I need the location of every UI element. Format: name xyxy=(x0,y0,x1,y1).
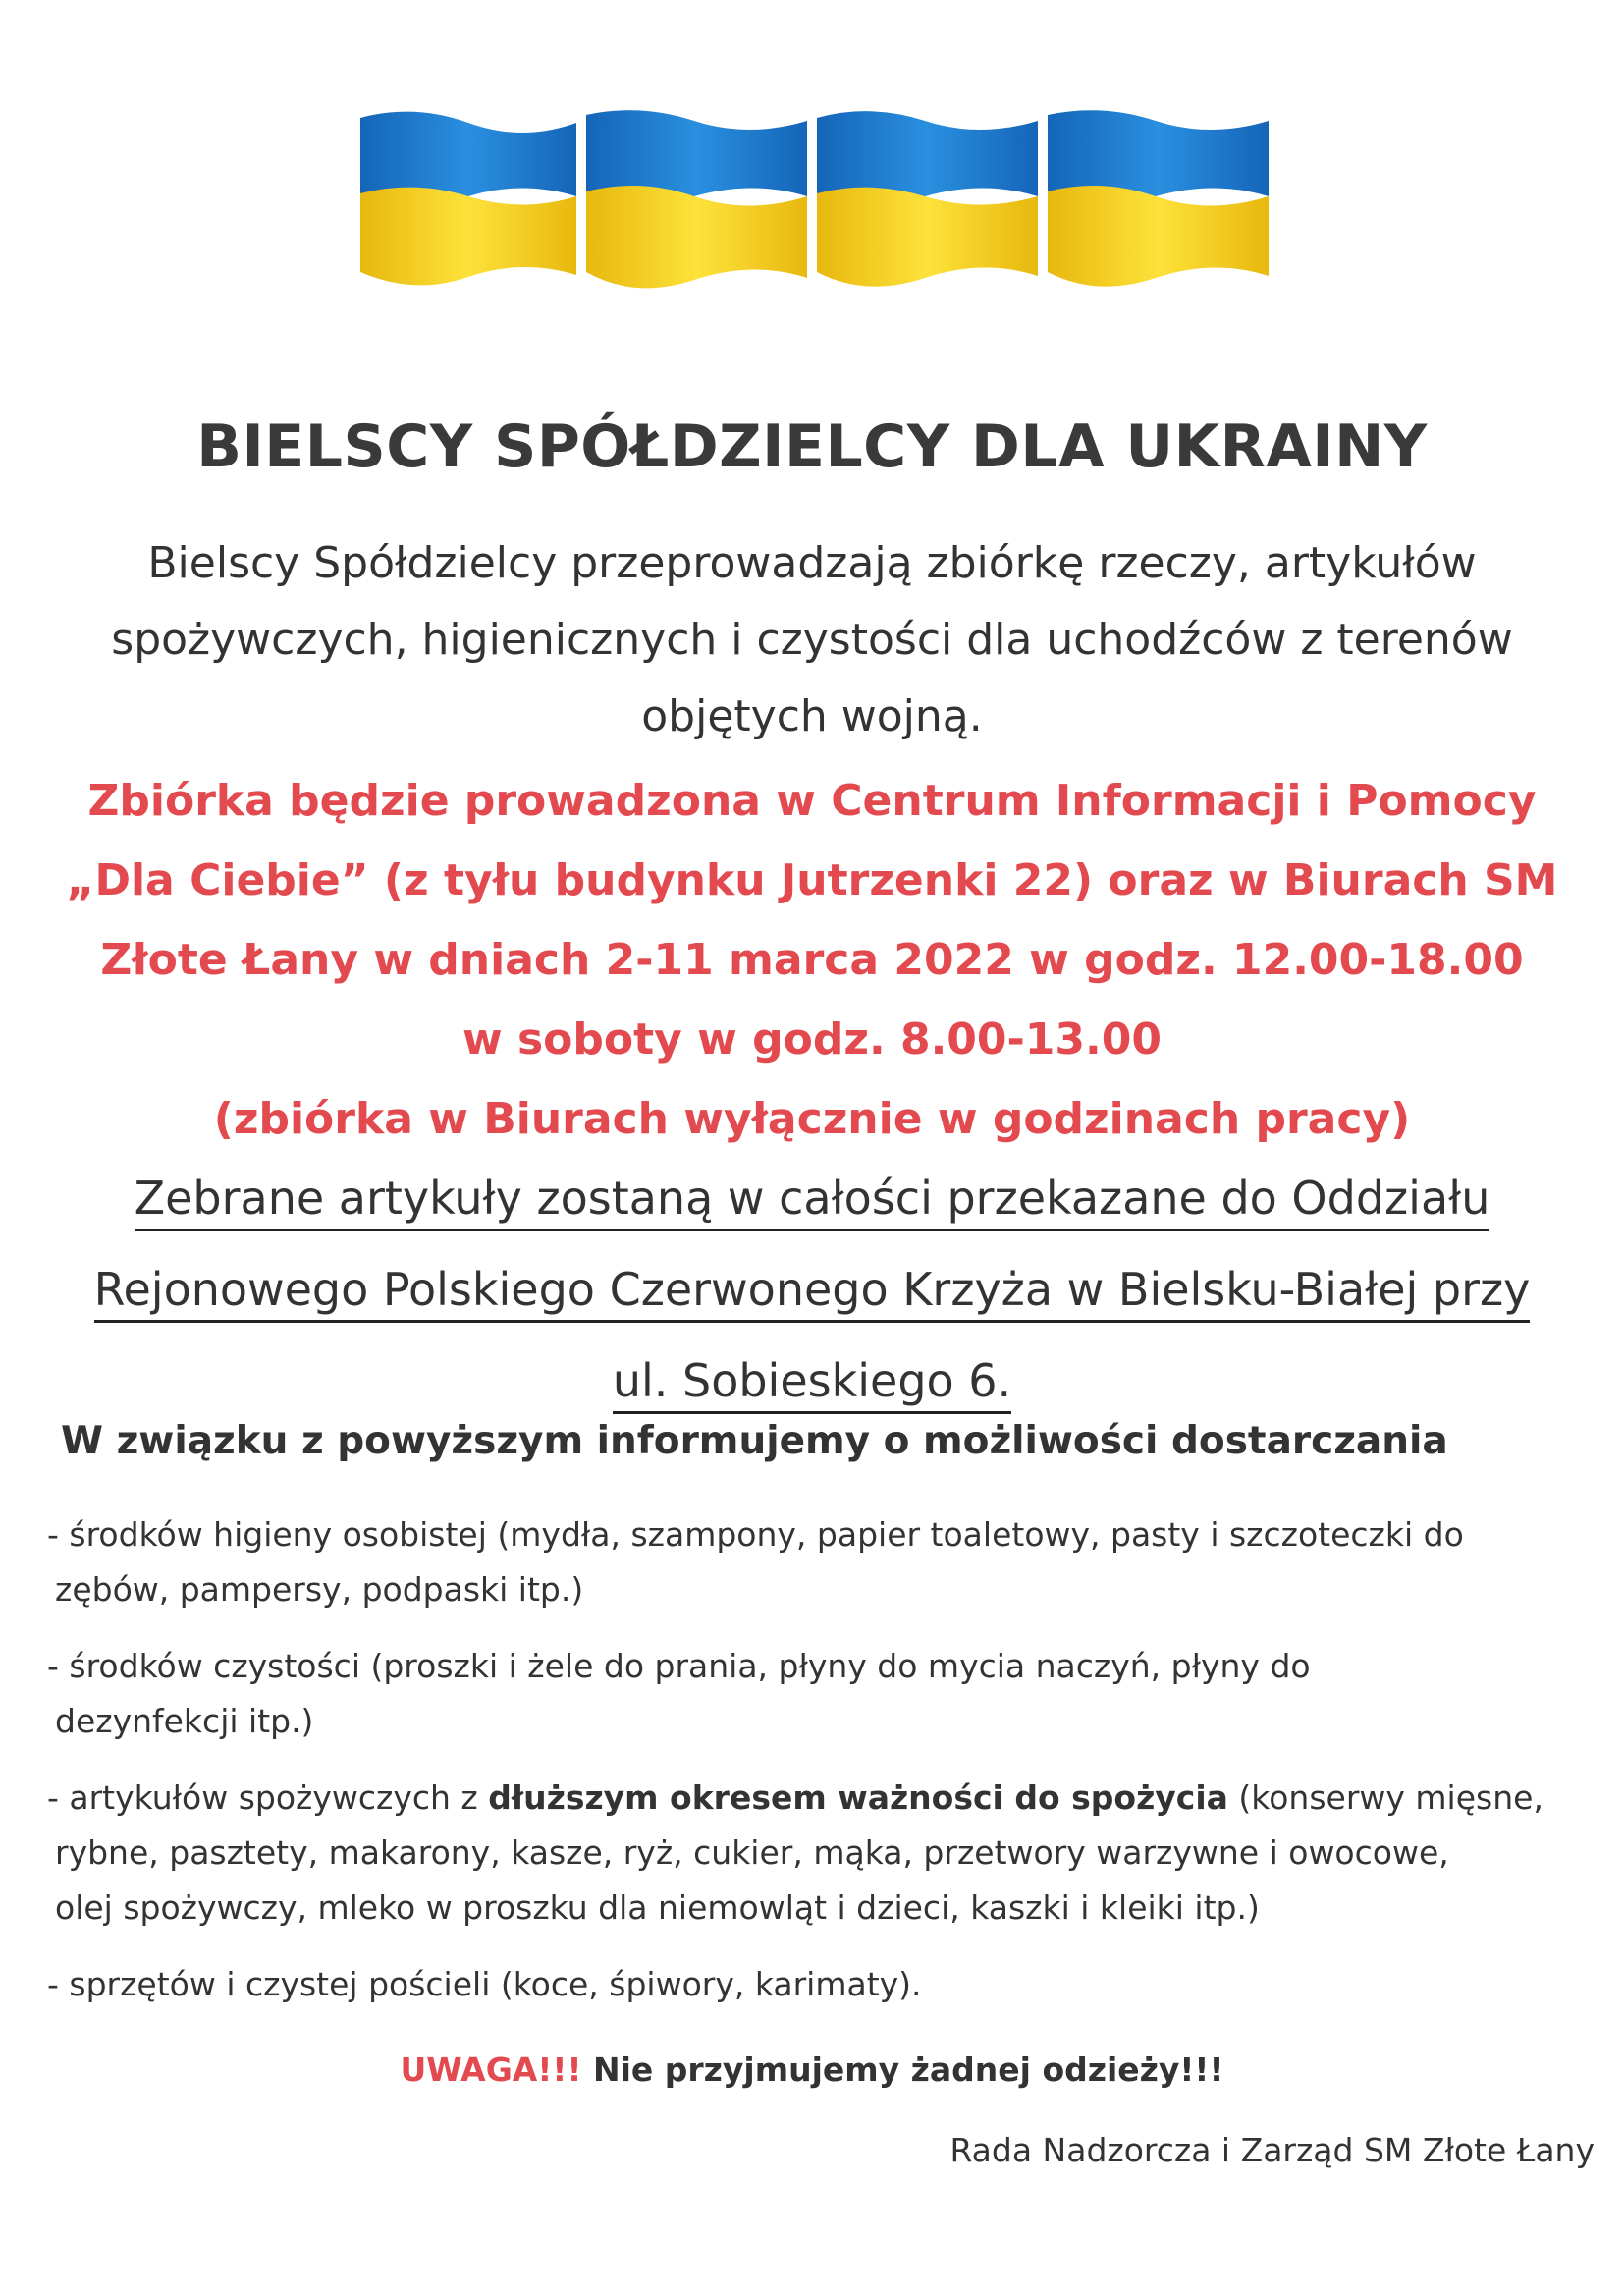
signature: Rada Nadzorcza i Zarząd SM Złote Łany xyxy=(949,2131,1595,2169)
section-heading: W związku z powyższym informujemy o możliwości dostarczania xyxy=(61,1419,1448,1463)
donation-items-list xyxy=(47,1507,1608,2034)
item-2-line-1: - środków czystości (proszki i żele do prania, płyny do mycia naczyń, płyny do xyxy=(47,1647,1311,1685)
list-item-hygiene xyxy=(47,1507,1608,1617)
flag-3 xyxy=(817,111,1038,287)
item-2-line-2: dezynfekcji itp.) xyxy=(55,1702,314,1740)
transfer-line-1: Zebrane artykuły zostaną w całości przekazane do Oddziału xyxy=(135,1168,1490,1231)
clothing-warning xyxy=(0,2050,1624,2089)
item-3-line-1 xyxy=(47,1771,1608,1826)
item-1-line-1: - środków higieny osobistej (mydła, szampony, papier toaletowy, pasty i szczoteczki do xyxy=(47,1515,1464,1554)
flag-2 xyxy=(586,110,807,288)
transfer-note xyxy=(29,1159,1595,1433)
ukrainian-flags-banner xyxy=(355,103,1278,290)
warning-text: Nie przyjmujemy żadnej odzieży!!! xyxy=(581,2050,1224,2089)
transfer-line-3: ul. Sobieskiego 6. xyxy=(613,1350,1011,1414)
list-item-food xyxy=(47,1771,1608,1936)
list-item-bedding xyxy=(47,1957,1608,2012)
page-title: BIELSCY SPÓŁDZIELCY DLA UKRAINY xyxy=(196,412,1428,481)
transfer-line-2: Rejonowego Polskiego Czerwonego Krzyża w Bielsku-Białej przy xyxy=(94,1259,1531,1323)
details-line-1: Zbiórka będzie prowadzona w Centrum Informacji i Pomocy xyxy=(87,776,1537,826)
details-line-5: (zbiórka w Biurach wyłącznie w godzinach pracy) xyxy=(213,1094,1411,1144)
details-line-3: Złote Łany w dniach 2-11 marca 2022 w godz. 12.00-18.00 xyxy=(100,935,1524,985)
details-line-2: „Dla Ciebie” (z tyłu budynku Jutrzenki 22) oraz w Biurach SM xyxy=(66,855,1558,905)
intro-line-2: spożywczych, higienicznych i czystości dla uchodźców z terenów xyxy=(111,615,1513,665)
intro-line-1: Bielscy Spółdzielcy przeprowadzają zbiórkę rzeczy, artykułów xyxy=(147,538,1477,588)
item-3-suffix: (konserwy mięsne, xyxy=(1227,1778,1543,1817)
warning-label: UWAGA!!! xyxy=(400,2050,582,2089)
list-item-cleaning xyxy=(47,1639,1608,1749)
intro-paragraph xyxy=(29,525,1595,755)
flags-graphic xyxy=(355,103,1278,290)
item-3-prefix: - artykułów spożywczych z xyxy=(47,1778,489,1817)
item-3-bold: dłuższym okresem ważności do spożycia xyxy=(488,1778,1228,1817)
flag-1 xyxy=(360,112,576,286)
item-3-line-3: olej spożywczy, mleko w proszku dla niemowląt i dzieci, kaszki i kleiki itp.) xyxy=(55,1888,1260,1927)
intro-line-3: objętych wojną. xyxy=(641,691,983,741)
item-4-line-1: - sprzętów i czystej pościeli (koce, śpiwory, karimaty). xyxy=(47,1965,922,2003)
item-1-line-2: zębów, pampersy, podpaski itp.) xyxy=(55,1570,584,1609)
flag-4 xyxy=(1048,110,1269,286)
details-line-4: w soboty w godz. 8.00-13.00 xyxy=(462,1014,1162,1065)
collection-details xyxy=(29,761,1595,1159)
item-3-line-2: rybne, pasztety, makarony, kasze, ryż, cukier, mąka, przetwory warzywne i owocowe, xyxy=(55,1833,1449,1872)
